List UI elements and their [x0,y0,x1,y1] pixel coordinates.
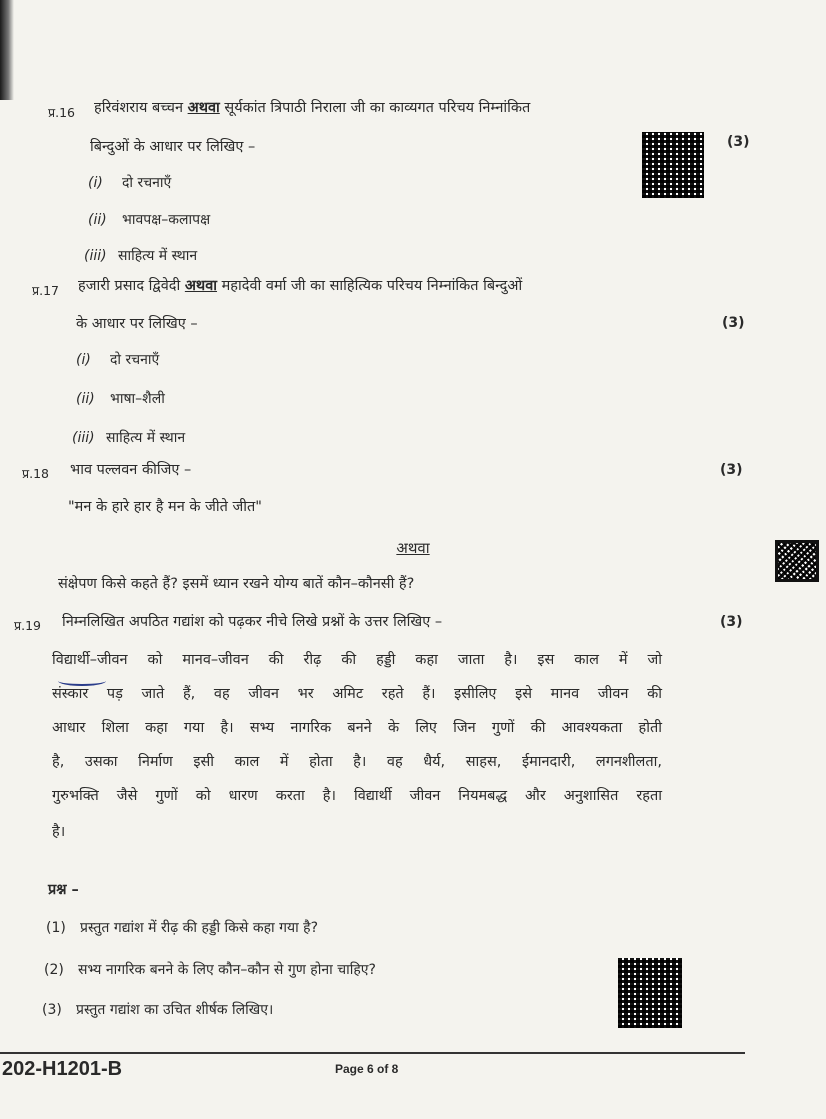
passage-line-3: आधार शिला कहा गया है। सभ्य नागरिक बनने के लिए जिन गुणों की आवश्यकता होती [52,720,662,736]
datamatrix-code [642,132,704,198]
questions-label: प्रश्न – [48,882,79,898]
passage-line-2: संस्कार पड़ जाते हैं, वह जीवन भर अमिट रहते हैं। इसीलिए इसे मानव जीवन की [52,686,662,702]
q19-number: प्र.19 [14,618,41,633]
q17-item-3: (iii) साहित्य में स्थान [72,430,186,446]
datamatrix-code-bottom [618,958,682,1028]
q16-line2: बिन्दुओं के आधार पर लिखिए – [90,139,256,155]
q16-line1-pre: हरिवंशराय बच्चन [94,100,188,116]
q18-line1: भाव पल्लवन कीजिए – [70,462,192,478]
q16-item-1: (i) दो रचनाएँ [88,175,172,191]
q17-marks: (3) [722,315,745,331]
passage-line-6: है। [52,824,66,840]
q16-line1-post: सूर्यकांत त्रिपाठी निराला जी का काव्यगत परिचय निम्नांकित [219,100,531,116]
sub-question-2: (2) सभ्य नागरिक बनने के लिए कौन–कौन से गुण होना चाहिए? [44,962,376,978]
q18-marks: (3) [720,462,743,478]
footer-divider [0,1052,745,1054]
passage-line-4: है, उसका निर्माण इसी काल में होता है। वह धैर्य, साहस, ईमानदारी, लगनशीलता, [52,754,662,770]
passage-line-5: गुरुभक्ति जैसे गुणों को धारण करता है। विद्यार्थी जीवन नियमबद्ध और अनुशासित रहता [52,788,662,804]
q16-item-2: (ii) भावपक्ष–कलापक्ष [88,212,211,228]
q16-or: अथवा [187,100,220,116]
q18-quote: "मन के हारे हार है मन के जीते जीत" [68,499,262,515]
qr-code [775,540,819,582]
q19-line1: निम्नलिखित अपठित गद्यांश को पढ़कर नीचे लिखे प्रश्नों के उत्तर लिखिए – [62,614,443,630]
q17-item-2: (ii) भाषा–शैली [76,391,165,407]
q17-line1: हजारी प्रसाद द्विवेदी अथवा महादेवी वर्मा जी का साहित्यिक परिचय निम्नांकित बिन्दुओं [78,278,523,294]
q17-number: प्र.17 [32,283,59,298]
q16-number: प्र.16 [48,105,75,120]
passage-line-1: विद्यार्थी–जीवन को मानव–जीवन की रीढ़ की हड्डी कहा जाता है। इस काल में जो [52,652,662,668]
page-number: Page 6 of 8 [335,1062,399,1076]
q19-marks: (3) [720,614,743,630]
q16-item-3: (iii) साहित्य में स्थान [84,248,198,264]
q18-or-heading: अथवा [396,539,430,557]
q16-line1 [94,98,530,118]
q18-number: प्र.18 [22,466,49,481]
q16-marks: (3) [727,134,750,150]
q17-line2: के आधार पर लिखिए – [76,316,198,332]
scan-edge-shadow [0,0,14,100]
sub-question-3: (3) प्रस्तुत गद्यांश का उचित शीर्षक लिखिए। [42,1002,274,1018]
q17-item-1: (i) दो रचनाएँ [76,352,160,368]
q18-alt-question: संक्षेपण किसे कहते हैं? इसमें ध्यान रखने योग्य बातें कौन–कौनसी हैं? [58,576,415,592]
sub-question-1: (1) प्रस्तुत गद्यांश में रीढ़ की हड्डी किसे कहा गया है? [46,920,319,936]
paper-code: 202-H1201-B [2,1058,123,1080]
q17-or: अथवा [184,278,218,294]
